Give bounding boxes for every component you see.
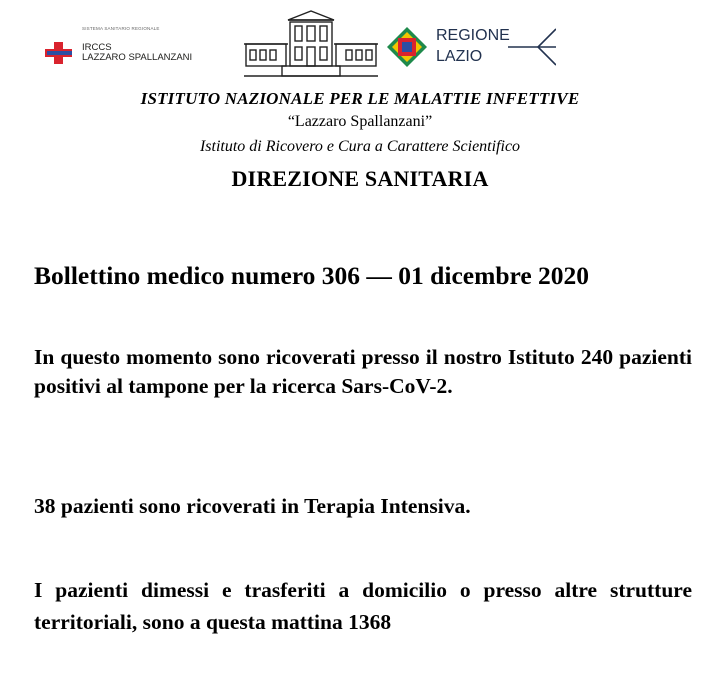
lazio-label: LAZIO — [436, 48, 483, 65]
paragraph-intensive-care: 38 pazienti sono ricoverati in Terapia Intensiva. — [34, 494, 471, 518]
institute-name: ISTITUTO NAZIONALE PER LE MALATTIE INFETTIVE — [140, 89, 580, 108]
irccs-line1: IRCCS — [82, 42, 112, 53]
department-title: DIREZIONE SANITARIA — [231, 166, 489, 191]
region-chevron-mark — [508, 27, 556, 67]
red-cross-icon — [44, 40, 74, 66]
logo-bar — [0, 0, 720, 88]
building-illustration — [242, 10, 380, 80]
bulletin-title: Bollettino medico numero 306 — 01 dicembre 2020 — [34, 261, 590, 290]
institute-subtitle: Istituto di Ricovero e Cura a Carattere Scientifico — [199, 138, 521, 155]
institute-eponym: “Lazzaro Spallanzani” — [287, 113, 433, 130]
regione-lazio-emblem — [386, 26, 428, 68]
paragraph-discharged: I pazienti dimessi e trasferiti a domicilio o presso altre strutture territoriali, sono a questa mattina 1368 — [34, 578, 692, 634]
irccs-spallanzani-logo — [44, 26, 229, 68]
paragraph-hospitalized: In questo momento sono ricoverati presso il nostro Istituto 240 pazienti positivi al tampone per la ricerca Sars-CoV-2. — [34, 345, 692, 398]
irccs-line2: LAZZARO SPALLANZANI — [82, 52, 193, 63]
irccs-small-caption: SISTEMA SANITARIO REGIONALE — [82, 26, 160, 31]
regione-label: REGIONE — [436, 27, 510, 44]
